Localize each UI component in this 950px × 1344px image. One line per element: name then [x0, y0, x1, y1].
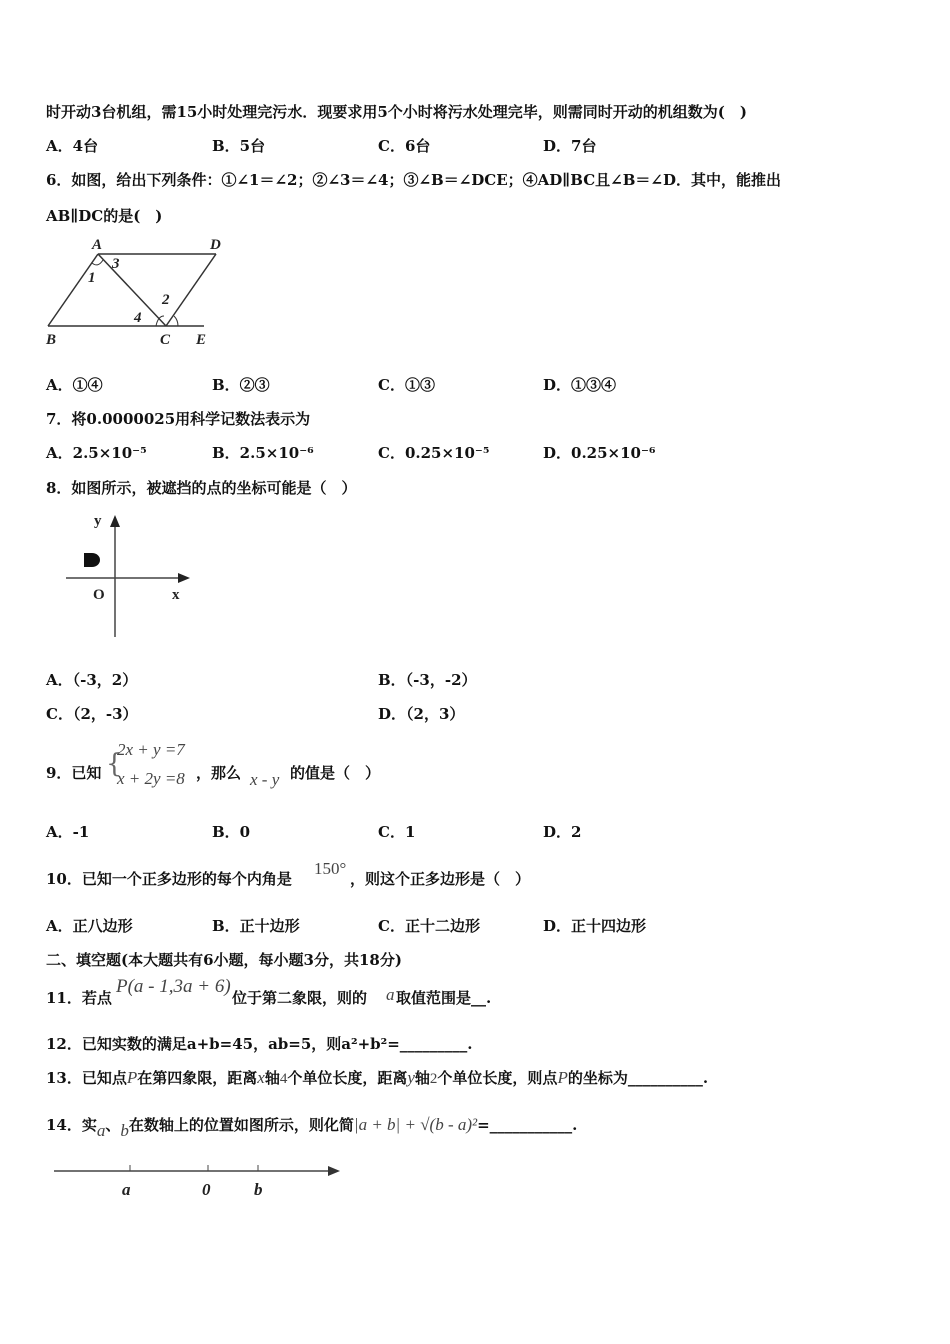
- q5-option-c: C．6台: [378, 137, 431, 155]
- q10-prefix: 10．已知一个正多边形的每个内角是: [46, 870, 292, 888]
- q9-equation-2: x + 2y =8: [117, 769, 185, 788]
- q9-option-b: B．0: [212, 823, 251, 841]
- svg-text:4: 4: [134, 310, 142, 326]
- q9-option-d: D．2: [543, 823, 582, 841]
- hidden-point-blob: [84, 553, 100, 567]
- svg-text:a: a: [122, 1180, 131, 1199]
- q10-option-d: D．正十四边形: [543, 917, 647, 935]
- q5-continuation: 时开动3台机组，需15小时处理完污水．现要求用5个小时将污水处理完毕，则需同时开动的机组数为( ): [46, 103, 747, 121]
- q8-option-d: D．（2，3）: [378, 705, 465, 723]
- q9-option-c: C．1: [378, 823, 416, 841]
- q8-option-a: A．（-3，2）: [46, 671, 138, 689]
- q6-parallelogram-figure: [40, 232, 240, 352]
- svg-text:D: D: [210, 237, 221, 253]
- q9-expression: x - y: [250, 770, 280, 789]
- svg-text:3: 3: [112, 256, 120, 272]
- svg-text:O: O: [93, 587, 105, 603]
- svg-text:B: B: [46, 332, 57, 348]
- q6-text-line1: 6．如图，给出下列条件：①∠1＝∠2；②∠3＝∠4；③∠B＝∠DCE；④AD∥BC且∠B＝∠D．其中，能推出: [46, 171, 781, 189]
- q9-suffix: 的值是（ ）: [290, 764, 381, 782]
- q5-option-b: B．5台: [212, 137, 266, 155]
- q11-expression: P(a - 1,3a + 6): [116, 976, 231, 997]
- q10-option-c: C．正十二边形: [378, 917, 480, 935]
- q6-option-c: C．①③: [378, 376, 435, 394]
- q8-option-b: B．（-3，-2）: [378, 671, 477, 689]
- q6-option-b: B．②③: [212, 376, 270, 394]
- svg-text:2: 2: [162, 292, 170, 308]
- svg-text:C: C: [160, 332, 171, 348]
- q7-option-c: C．0.25×10⁻⁵: [378, 444, 490, 462]
- brace: {: [106, 749, 123, 779]
- q11-prefix: 11．若点: [46, 989, 112, 1007]
- q10-option-a: A．正八边形: [46, 917, 133, 935]
- q11-variable: a: [386, 985, 395, 1004]
- svg-text:b: b: [254, 1180, 263, 1199]
- q8-text: 8．如图所示，被遮挡的点的坐标可能是（ ）: [46, 479, 357, 497]
- q6-option-a: A．①④: [46, 376, 103, 394]
- q9-option-a: A．-1: [46, 823, 90, 841]
- q7-text: 7．将0.0000025用科学记数法表示为: [46, 410, 311, 428]
- q7-option-b: B．2.5×10⁻⁶: [212, 444, 314, 462]
- q10-angle: 150°: [314, 859, 347, 878]
- q8-option-c: C．（2，-3）: [46, 705, 138, 723]
- q5-option-d: D．7台: [543, 137, 597, 155]
- q9-equation-1: 2x + y =7: [117, 740, 185, 759]
- q9-middle: ，那么: [196, 764, 242, 782]
- q7-option-a: A．2.5×10⁻⁵: [46, 444, 147, 462]
- q11-middle: 位于第二象限，则的: [232, 989, 368, 1007]
- q14-number-line: [50, 1155, 350, 1205]
- svg-text:E: E: [196, 332, 207, 348]
- q13-text: 13．已知点P在第四象限，距离x轴4个单位长度，距离y轴2个单位长度，则点P的坐标为__________.: [46, 1068, 709, 1087]
- q5-option-a: A．4台: [46, 137, 99, 155]
- section-2-heading: 二、填空题(本大题共有6小题，每小题3分，共18分): [46, 951, 402, 969]
- q8-coordinate-figure: [60, 505, 200, 645]
- svg-text:1: 1: [88, 270, 96, 286]
- svg-text:x: x: [172, 587, 180, 603]
- q11-suffix: 取值范围是__.: [396, 989, 492, 1007]
- q10-suffix: ，则这个正多边形是（ ）: [350, 870, 531, 888]
- q9-prefix: 9．已知: [46, 764, 102, 782]
- svg-text:y: y: [94, 513, 102, 529]
- q10-option-b: B．正十边形: [212, 917, 300, 935]
- q6-option-d: D．①③④: [543, 376, 617, 394]
- svg-text:0: 0: [202, 1180, 211, 1199]
- svg-text:A: A: [92, 237, 103, 253]
- q7-option-d: D．0.25×10⁻⁶: [543, 444, 656, 462]
- q6-text-line2: AB∥DC的是( ): [46, 207, 163, 225]
- q14-text: 14．实a、b在数轴上的位置如图所示，则化简|a + b| + √(b - a)²=___________.: [46, 1115, 578, 1140]
- q12-text: 12．已知实数的满足a+b=45，ab=5，则a²+b²=_________.: [46, 1035, 473, 1053]
